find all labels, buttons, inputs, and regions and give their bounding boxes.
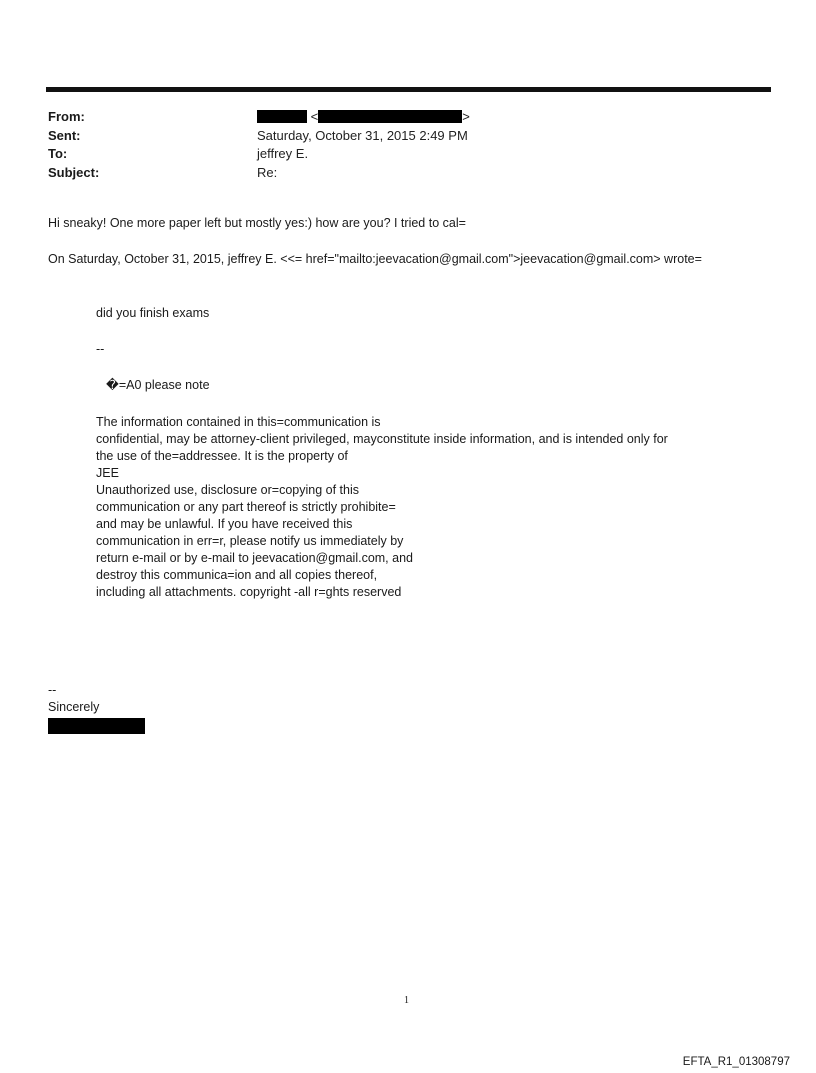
subject-label: Subject:: [48, 164, 100, 180]
notice-line: communication or any part thereof is strictly prohibite=: [96, 500, 396, 514]
notice-line: and may be unlawful. If you have received this: [96, 517, 353, 531]
notice-line: destroy this communica=ion and all copies thereof,: [96, 568, 378, 582]
to-value: jeffrey E.: [257, 146, 309, 161]
redacted-sender-name: [257, 110, 307, 123]
notice-line: the use of the=addressee. It is the property of: [96, 449, 348, 463]
confidentiality-notice: [96, 414, 668, 601]
quoted-question: did you finish exams: [96, 306, 210, 320]
signature-block: [48, 682, 145, 734]
signature-closing: Sincerely: [48, 700, 100, 714]
sent-value: Saturday, October 31, 2015 2:49 PM: [257, 127, 468, 143]
notice-line: communication in err=r, please notify us immediately by: [96, 534, 404, 548]
from-gt: >: [462, 109, 470, 124]
notice-line: return e-mail or by e-mail to jeevacation@gmail.com, and: [96, 551, 413, 565]
page-number: 1: [404, 995, 409, 1006]
subject-value: Re:: [257, 164, 278, 180]
redacted-signature: [48, 718, 145, 734]
reply-attribution: On Saturday, October 31, 2015, jeffrey E. <<= href="mailto:jeevacation@gmail.com">jeevacation@gmail.com> wrote=: [48, 252, 702, 266]
notice-line: confidential, may be attorney-client privileged, mayconstitute inside information, and is intended only for: [96, 432, 668, 446]
redacted-sender-email: [318, 110, 462, 123]
document-id: EFTA_R1_01308797: [682, 1056, 790, 1068]
reply-text: Hi sneaky! One more paper left but mostly yes:) how are you? I tried to cal=: [48, 216, 466, 230]
please-note-line: �=A0 please note: [106, 378, 210, 392]
notice-line: Unauthorized use, disclosure or=copying of this: [96, 483, 359, 497]
signature-separator: --: [48, 683, 57, 697]
notice-line: including all attachments. copyright -all r=ghts reserved: [96, 585, 402, 599]
from-value: [257, 108, 470, 127]
notice-line: The information contained in this=communication is: [96, 415, 381, 429]
sent-label: Sent:: [48, 127, 81, 143]
to-label: To:: [48, 146, 68, 161]
notice-line: JEE: [96, 466, 119, 480]
quoted-separator: --: [96, 342, 105, 356]
from-label: From:: [48, 109, 85, 124]
from-lt: <: [310, 109, 319, 124]
header-rule: [46, 87, 771, 92]
